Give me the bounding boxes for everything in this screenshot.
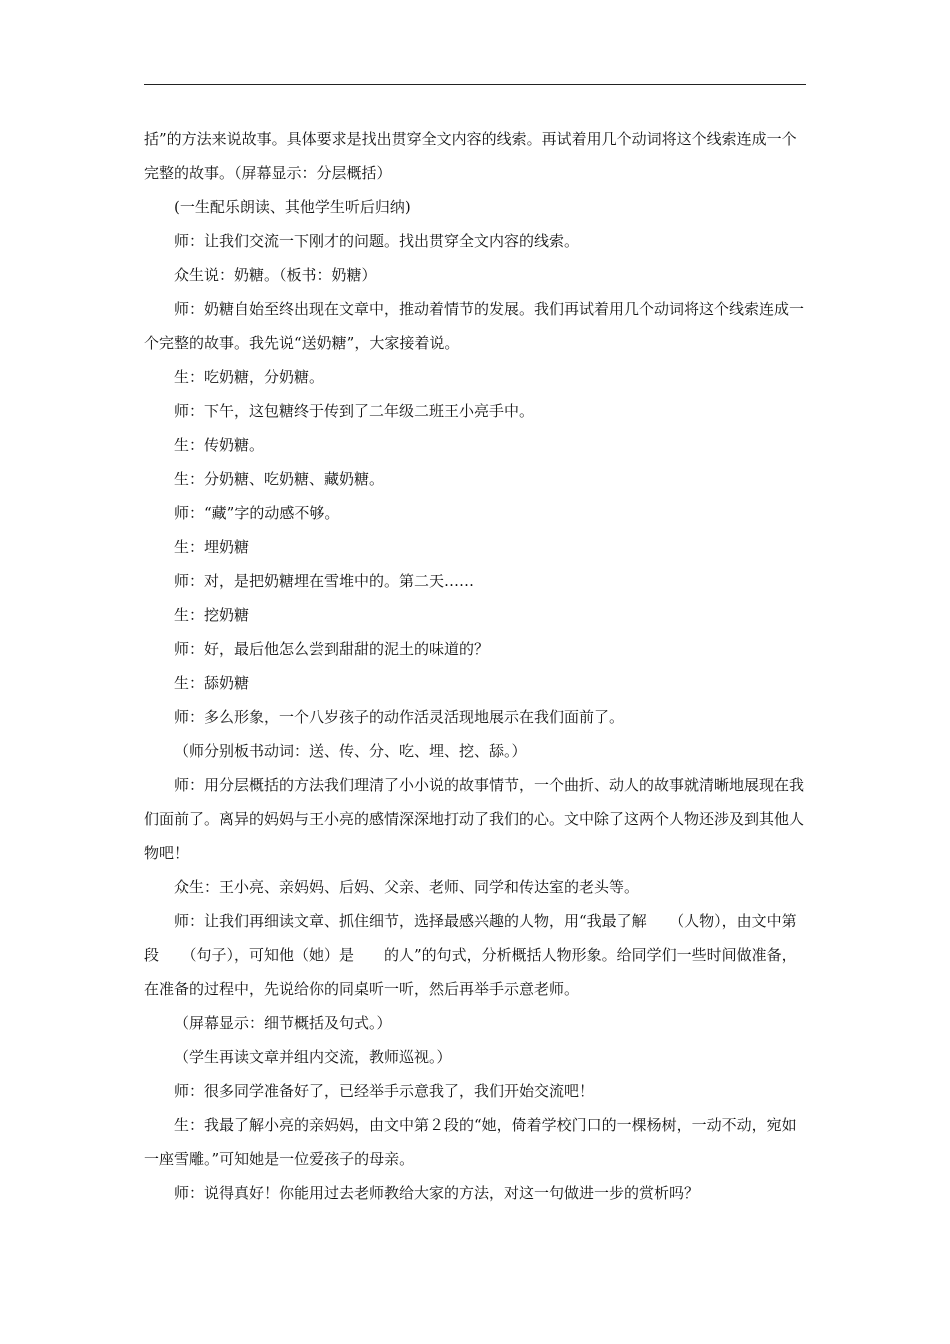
paragraph: 生：吃奶糖，分奶糖。 xyxy=(174,368,325,386)
header-rule xyxy=(144,84,806,85)
paragraph: (一生配乐朗读、其他学生听后归纳) xyxy=(174,198,411,216)
paragraph: 生：分奶糖、吃奶糖、藏奶糖。 xyxy=(174,470,385,488)
paragraph: 师：奶糖自始至终出现在文章中，推动着情节的发展。我们再试着用几个动词将这个线索连成一个完整的故事。我先说“送奶糖”，大家接着说。 xyxy=(144,300,805,352)
paragraph: 师：下午，这包糖终于传到了二年级二班王小亮手中。 xyxy=(174,402,535,420)
paragraph: （师分别板书动词：送、传、分、吃、埋、挖、舔。） xyxy=(174,742,527,760)
document-body xyxy=(144,122,827,1210)
paragraph: （屏幕显示：细节概括及句式。） xyxy=(174,1014,392,1032)
paragraph: 括”的方法来说故事。具体要求是找出贯穿全文内容的线索。再试着用几个动词将这个线索连成一个完整的故事。（屏幕显示：分层概括） xyxy=(144,130,797,182)
paragraph: 生：传奶糖。 xyxy=(174,436,265,454)
paragraph: 师：说得真好！你能用过去老师教给大家的方法，对这一句做进一步的赏析吗？ xyxy=(174,1184,700,1202)
paragraph: 师：让我们交流一下刚才的问题。找出贯穿全文内容的线索。 xyxy=(174,232,580,250)
paragraph: 师：“藏”字的动感不够。 xyxy=(174,504,340,522)
paragraph: 生：埋奶糖 xyxy=(174,538,250,556)
paragraph: （学生再读文章并组内交流，教师巡视。） xyxy=(174,1048,452,1066)
paragraph: 生：舔奶糖 xyxy=(174,674,250,692)
paragraph: 师：多么形象，一个八岁孩子的动作活灵活现地展示在我们面前了。 xyxy=(174,708,625,726)
paragraph: 师：很多同学准备好了，已经举手示意我了，我们开始交流吧！ xyxy=(174,1082,595,1100)
paragraph: 众生说：奶糖。（板书：奶糖） xyxy=(174,266,377,284)
paragraph: 师：让我们再细读文章、抓住细节，选择最感兴趣的人物，用“我最了解 （人物），由文中第 段 （句子），可知他（她）是 的人”的句式，分析概括人物形象。给同学们一些时间做准备，在准备的过程中，先说给你的同桌听一听，然后再举手示意老师。 xyxy=(144,912,827,998)
paragraph: 师：用分层概括的方法我们理清了小小说的故事情节，一个曲折、动人的故事就清晰地展现在我们面前了。离异的妈妈与王小亮的感情深深地打动了我们的心。文中除了这两个人物还涉及到其他人物吧！ xyxy=(144,776,805,862)
paragraph: 生：挖奶糖 xyxy=(174,606,250,624)
paragraph: 师：好，最后他怎么尝到甜甜的泥土的味道的？ xyxy=(174,640,490,658)
paragraph: 生：我最了解小亮的亲妈妈，由文中第２段的“她，倚着学校门口的一棵杨树，一动不动，宛如一座雪雕。”可知她是一位爱孩子的母亲。 xyxy=(144,1116,797,1168)
paragraph: 众生：王小亮、亲妈妈、后妈、父亲、老师、同学和传达室的老头等。 xyxy=(174,878,640,896)
paragraph: 师：对，是把奶糖埋在雪堆中的。第二天…… xyxy=(174,572,475,590)
